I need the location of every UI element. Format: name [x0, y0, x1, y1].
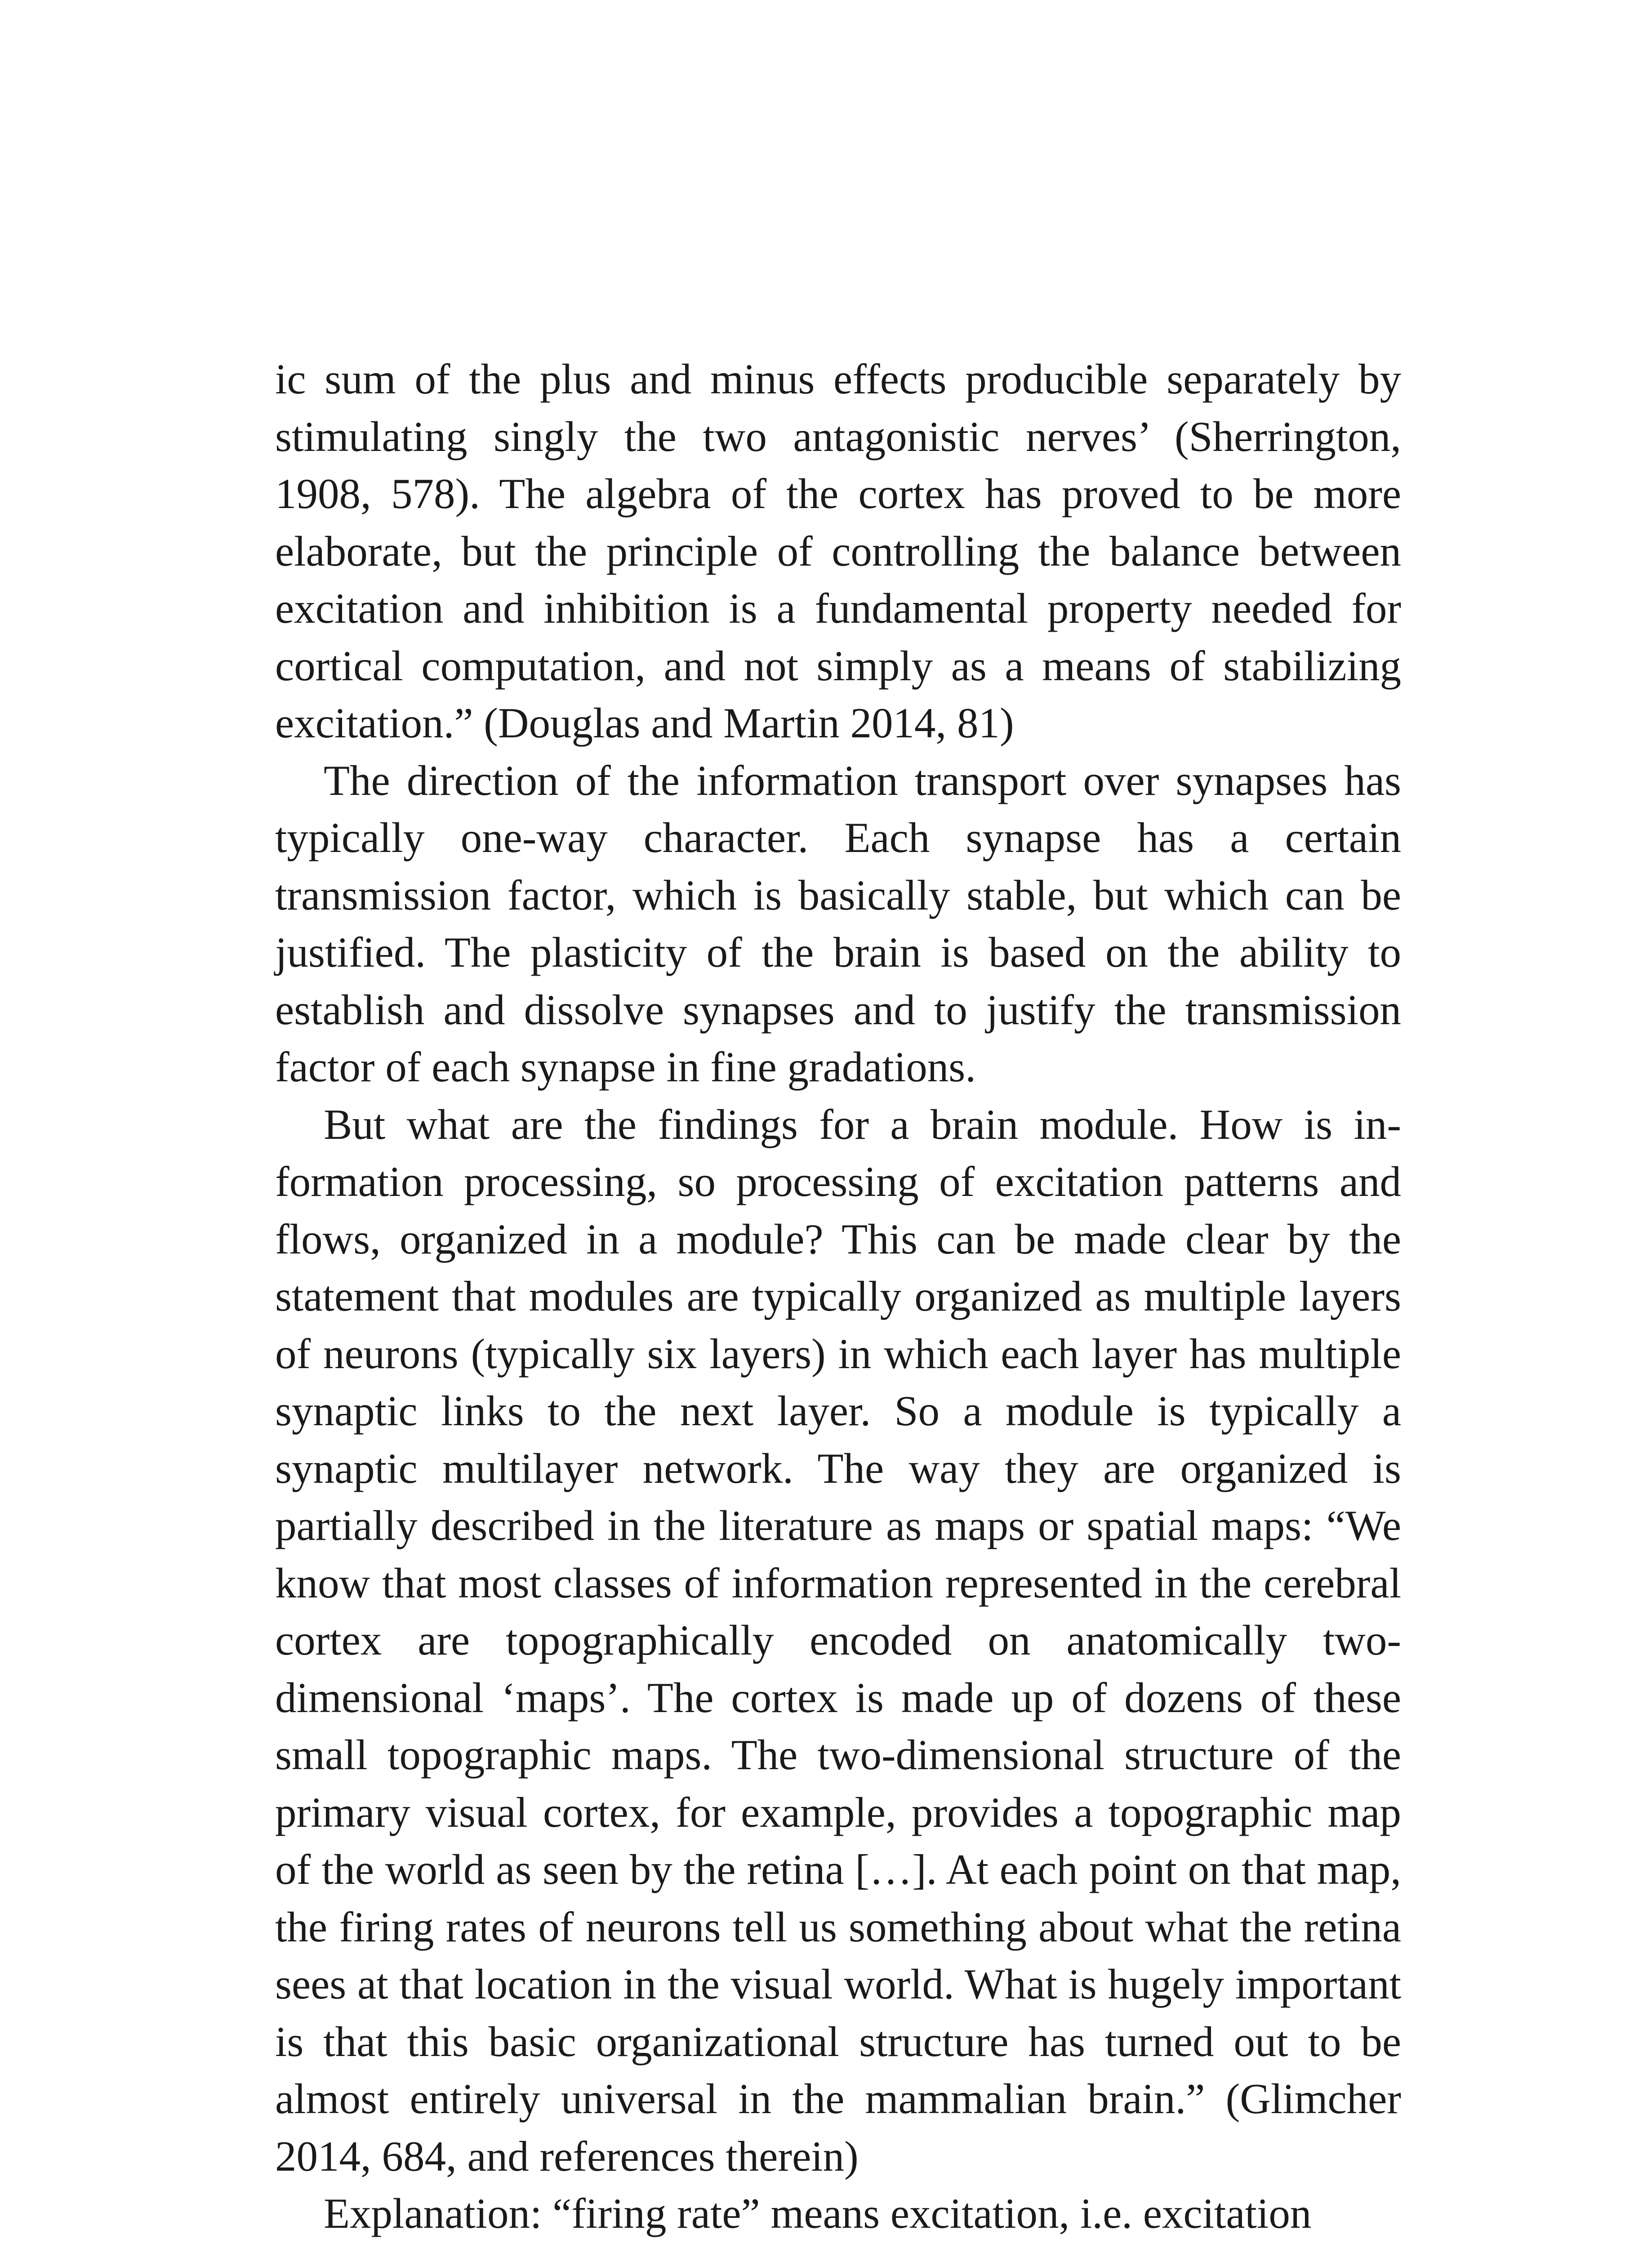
body-text — [275, 351, 1401, 2243]
paragraph-4: Explanation: “firing rate” means excitation, i.e. excitation — [324, 2190, 1312, 2237]
paragraph-3: But what are the findings for a brain module. How is information processing, so processing of excitation patterns and flows, organized in a module? This can be made clear by the statement that modules are typically organized as multiple layers of neurons (typically six layers) in which each layer has multiple synaptic links to the next layer. So a module is typically a synaptic multilayer network. The way they are organized is partially described in the literature as maps or spatial maps: “We know that most classes of information represented in the cerebral cortex are topographically encoded on anatomically two-dimensional ‘maps’. The cortex is made up of dozens of these small topographic maps. The two-dimensional structure of the primary visual cortex, for example, provides a topographic map of the world as seen by the retina […]. At each point on that map, the firing rates of neurons tell us something about what the retina sees at that location in the visual world. What is hugely important is that this basic organizational structure has turned out to be almost entirely universal in the mammalian brain.” (Glimcher 2014, 684, and references therein) — [275, 1100, 1401, 2180]
paragraph-2: The direction of the information transport over synapses has typically one-way character. Each synapse has a certain transmission factor, which is basically stable, but which can be justified. The plasticity of the brain is based on the ability to establish and dissolve synapses and to justify the transmission factor of each synapse in fine gradations. — [275, 756, 1401, 1091]
paragraph-1: ic sum of the plus and minus effects producible separately by stimulating singly the two antagonistic nerves’ (Sherrington, 1908, 578). The algebra of the cortex has proved to be more elaborate, but the principle of controlling the balance between excitation and inhibition is a fundamental property needed for cortical computation, and not simply as a means of stabilizing excitation.” (Douglas and Martin 2014, 81) — [275, 355, 1401, 747]
